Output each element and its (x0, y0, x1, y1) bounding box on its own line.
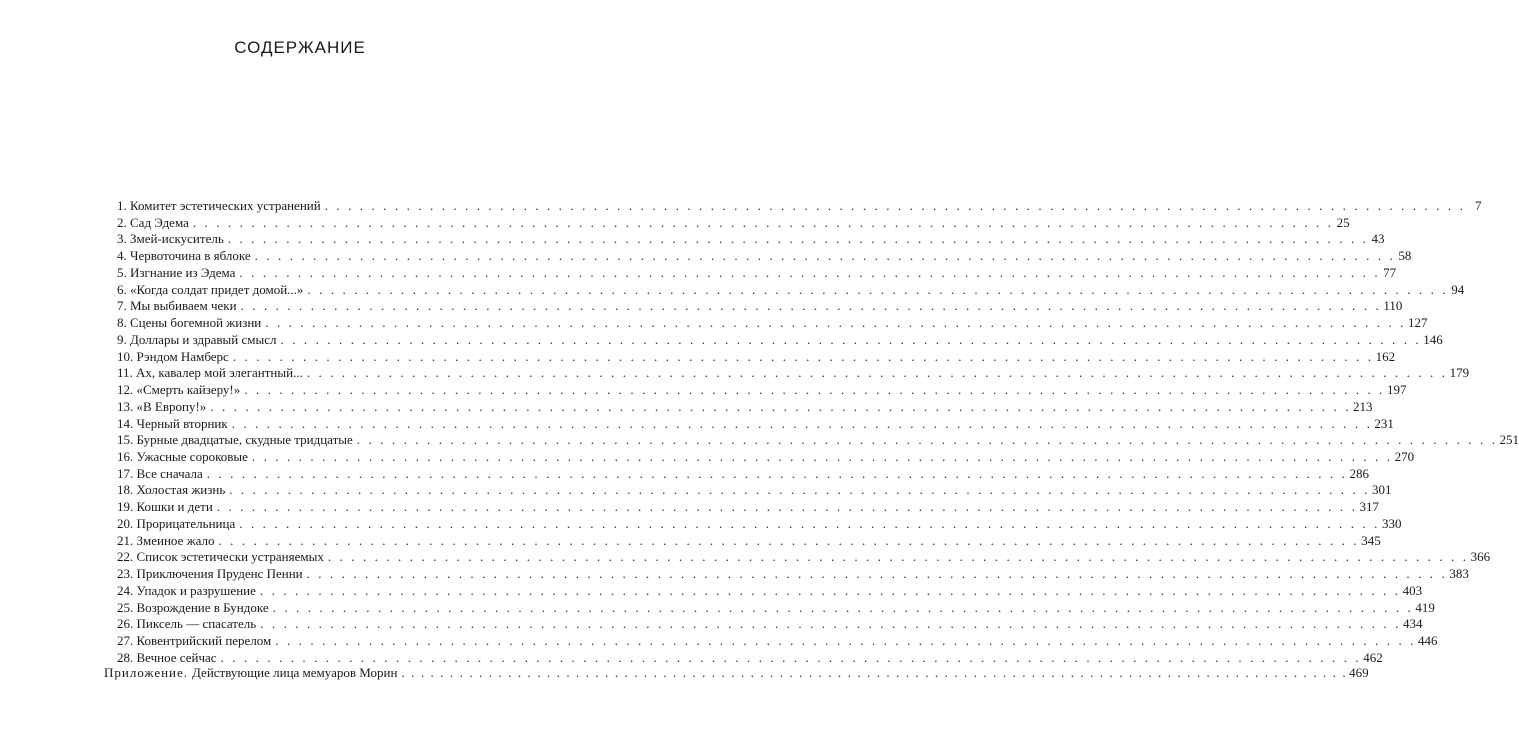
toc-entry-title: 23. Приключения Пруденс Пенни (117, 566, 303, 582)
toc-entry (117, 264, 1397, 282)
toc-page-number: 25 (1336, 214, 1350, 230)
toc-entry (117, 315, 1428, 332)
dot-leader: . . . . . . . . . . . . . . . . . . . . . . . . . . . . . . . . . . . . . . . . . . . . . . . . . . . . . . . . . . . . . . . . . . . . . . . . . . . . . . . . . . . . . . . . . . . . . . . . . . (275, 633, 1417, 649)
toc-entry-title: 11. Ах, кавалер мой элегантный... (117, 365, 303, 381)
dot-leader: . . . . . . . . . . . . . . . . . . . . . . . . . . . . . . . . . . . . . . . . . . . . . . . . . . . . . . . . . . . . . . . . . . . . . . . . . . . . . . . . . . . . . . . . . . . . . . . . . . (265, 315, 1407, 331)
table-of-contents (117, 198, 1519, 667)
dot-leader: . . . . . . . . . . . . . . . . . . . . . . . . . . . . . . . . . . . . . . . . . . . . . . . . . . . . . . . . . . . . . . . . . . . . . . . . . . . . . . . . . . . . . . . . . . . . . . . . . . (239, 515, 1380, 531)
dot-leader: . . . . . . . . . . . . . . . . . . . . . . . . . . . . . . . . . . . . . . . . . . . . . . . . . . . . . . . . . . . . . . . . . . . . . . . . . . . . . . . . . . . . . . . . . . . . . . . . . . (306, 566, 1448, 582)
toc-entry-title: 2. Сад Эдема (117, 214, 189, 230)
toc-entry-title: 20. Прорицательница (117, 515, 236, 531)
toc-entry (117, 231, 1385, 248)
toc-entry (117, 482, 1392, 499)
dot-leader: . . . . . . . . . . . . . . . . . . . . . . . . . . . . . . . . . . . . . . . . . . . . . . . . . . . . . . . . . . . . . . . . . . . . . . . . . . . . . . . . . . . . . . . . . . . . . . . . . . (251, 449, 1393, 465)
toc-page-number: 231 (1374, 415, 1394, 431)
toc-entry (117, 298, 1403, 315)
toc-entry-title: 27. Ковентрийский перелом (117, 633, 272, 649)
toc-page-number: 317 (1359, 499, 1380, 515)
toc-entry (117, 616, 1423, 633)
toc-entry-title: 15. Бурные двадцатые, скудные тридцатые (117, 432, 353, 448)
toc-entry-title: 18. Холостая жизнь (117, 482, 226, 498)
appendix-page-number: 469 (1349, 665, 1369, 680)
toc-page-number: 383 (1449, 566, 1469, 582)
toc-entry-title: 28. Вечное сейчас (117, 649, 217, 665)
toc-entry-title: 25. Возрождение в Бундоке (117, 599, 269, 615)
toc-page-number: 58 (1398, 248, 1412, 264)
toc-entry (117, 465, 1370, 483)
dot-leader: . . . . . . . . . . . . . . . . . . . . . . . . . . . . . . . . . . . . . . . . . . . . . . . . . . . . . . . . . . . . . . . . . . . . . . . . . . . . . . . . . . . . . . . . . . . . . . . . . . (216, 499, 1358, 515)
dot-leader: . . . . . . . . . . . . . . . . . . . . . . . . . . . . . . . . . . . . . . . . . . . . . . . . . . . . . . . . . . . . . . . . . . . . . . . . . . . . . . . . . . . . . . . . . . . . . . . . . . (327, 549, 1469, 565)
toc-entry-title: 19. Кошки и дети (117, 499, 213, 515)
toc-entry-title: 12. «Смерть кайзеру!» (117, 382, 241, 398)
toc-entry-title: 22. Список эстетически устраняемых (117, 549, 324, 565)
toc-entry (117, 432, 1519, 449)
toc-page-number: 77 (1383, 264, 1397, 280)
toc-entry (117, 582, 1423, 600)
toc-entry (117, 348, 1396, 366)
toc-appendix-entry (104, 664, 1369, 681)
toc-page-number: 403 (1402, 582, 1423, 598)
toc-page-number: 301 (1372, 482, 1392, 498)
toc-entry-title: 3. Змей-искуситель (117, 231, 224, 247)
toc-entry (117, 566, 1469, 583)
dot-leader: . . . . . . . . . . . . . . . . . . . . . . . . . . . . . . . . . . . . . . . . . . . . . . . . . . . . . . . . . . . . . . . . . . . . . . . . . . . . . . . . . . . . . . . . . . . . . . . . . . (206, 465, 1348, 481)
toc-entry-title: 7. Мы выбиваем чеки (117, 298, 237, 314)
dot-leader: . . . . . . . . . . . . . . . . . . . . . . . . . . . . . . . . . . . . . . . . . . . . . . . . . . . . . . . . . . . . . . . . . . . . . . . . . . . . . . . . . . . . . . . . . . . . . . . . . . (220, 649, 1362, 665)
toc-page-number: 366 (1470, 549, 1491, 565)
toc-entry (117, 365, 1470, 382)
toc-page-number: 43 (1371, 231, 1385, 247)
toc-page-number: 162 (1375, 348, 1396, 364)
toc-entry (117, 248, 1412, 265)
toc-page-number: 345 (1361, 532, 1381, 548)
dot-leader: . . . . . . . . . . . . . . . . . . . . . . . . . . . . . . . . . . . . . . . . . . . . . . . . . . . . . . . . . . . . . . . . . . . . . . . . . . . . . . . . . . . . . . . . . . . . . . . . . . (240, 298, 1382, 314)
toc-entry-title: 6. «Когда солдат придет домой...» (117, 281, 304, 297)
toc-page-number: 330 (1382, 515, 1402, 531)
dot-leader: . . . . . . . . . . . . . . . . . . . . . . . . . . . . . . . . . . . . . . . . . . . . . . . . . . . . . . . . . . . . . . . . . . . . . . . . . . . . . . . . . . . . . . . . . . . . . . . . . . (260, 616, 1401, 632)
toc-entry (117, 515, 1402, 533)
toc-entry-title: 16. Ужасные сороковые (117, 449, 248, 465)
toc-entry-title: 9. Доллары и здравый смысл (117, 331, 277, 347)
toc-entry-title: 17. Все сначала (117, 465, 203, 481)
dot-leader: . . . . . . . . . . . . . . . . . . . . . . . . . . . . . . . . . . . . . . . . . . . . . . . . . . . . . . . . . . . . . . . . . . . . . . . . . . . . . . . . . . . . . . . . . . . . . . . . . . (401, 665, 1348, 680)
toc-entry-title: 8. Сцены богемной жизни (117, 315, 262, 331)
toc-page-number: 197 (1387, 382, 1407, 398)
toc-entry-title: 10. Рэндом Намберс (117, 348, 229, 364)
toc-page-number: 94 (1451, 281, 1465, 297)
toc-page-number: 286 (1349, 465, 1370, 481)
toc-page-number: 419 (1415, 599, 1435, 615)
toc-page-number: 146 (1423, 331, 1443, 347)
toc-entry (117, 599, 1435, 617)
toc-entry (117, 281, 1465, 299)
toc-page-number: 446 (1418, 633, 1438, 649)
toc-entry-title: 26. Пиксель — спасатель (117, 616, 257, 632)
toc-page-number: 462 (1363, 649, 1383, 665)
toc-entry-title: 5. Изгнание из Эдема (117, 264, 236, 280)
toc-entry (117, 198, 1482, 215)
toc-entry (117, 331, 1443, 349)
toc-entry-title: 21. Змеиное жало (117, 532, 215, 548)
toc-entry (117, 415, 1394, 433)
dot-leader: . . . . . . . . . . . . . . . . . . . . . . . . . . . . . . . . . . . . . . . . . . . . . . . . . . . . . . . . . . . . . . . . . . . . . . . . . . . . . . . . . . . . . . . . . . . . . . . . . . (259, 582, 1401, 598)
toc-entry-title: 14. Черный вторник (117, 415, 228, 431)
toc-entry-title: 1. Комитет эстетических устранений (117, 198, 321, 213)
toc-entry (117, 449, 1415, 466)
dot-leader: . . . . . . . . . . . . . . . . . . . . . . . . . . . . . . . . . . . . . . . . . . . . . . . . . . . . . . . . . . . . . . . . . . . . . . . . . . . . . . . . . . . . . . . . . . . . . . . . . . (280, 331, 1422, 347)
appendix-prefix: Приложение. (104, 665, 189, 680)
dot-leader: . . . . . . . . . . . . . . . . . . . . . . . . . . . . . . . . . . . . . . . . . . . . . . . . . . . . . . . . . . . . . . . . . . . . . . . . . . . . . . . . . . . . . . . . . . . . . . . . . . (244, 382, 1386, 398)
dot-leader: . . . . . . . . . . . . . . . . . . . . . . . . . . . . . . . . . . . . . . . . . . . . . . . . . . . . . . . . . . . . . . . . . . . . . . . . . . . . . . . . . . . . . . . . . . . . . . . . . . (307, 281, 1449, 297)
toc-page-number: 434 (1402, 616, 1423, 632)
toc-entry (117, 398, 1373, 416)
dot-leader: . . . . . . . . . . . . . . . . . . . . . . . . . . . . . . . . . . . . . . . . . . . . . . . . . . . . . . . . . . . . . . . . . . . . . . . . . . . . . . . . . . . . . . . . . . . . . . . . . . (272, 599, 1414, 615)
toc-page-number: 270 (1394, 449, 1415, 465)
toc-page-number: 127 (1408, 315, 1428, 331)
dot-leader: . . . . . . . . . . . . . . . . . . . . . . . . . . . . . . . . . . . . . . . . . . . . . . . . . . . . . . . . . . . . . . . . . . . . . . . . . . . . . . . . . . . . . . . . . . . . . . . . . . (324, 198, 1466, 213)
dot-leader: . . . . . . . . . . . . . . . . . . . . . . . . . . . . . . . . . . . . . . . . . . . . . . . . . . . . . . . . . . . . . . . . . . . . . . . . . . . . . . . . . . . . . . . . . . . . . . . . . . (254, 248, 1396, 264)
dot-leader: . . . . . . . . . . . . . . . . . . . . . . . . . . . . . . . . . . . . . . . . . . . . . . . . . . . . . . . . . . . . . . . . . . . . . . . . . . . . . . . . . . . . . . . . . . . . . . . . . . (227, 231, 1369, 247)
dot-leader: . . . . . . . . . . . . . . . . . . . . . . . . . . . . . . . . . . . . . . . . . . . . . . . . . . . . . . . . . . . . . . . . . . . . . . . . . . . . . . . . . . . . . . . . . . . . . . . . . . (232, 348, 1374, 364)
toc-entry-title: 4. Червоточина в яблоке (117, 248, 251, 264)
dot-leader: . . . . . . . . . . . . . . . . . . . . . . . . . . . . . . . . . . . . . . . . . . . . . . . . . . . . . . . . . . . . . . . . . . . . . . . . . . . . . . . . . . . . . . . . . . . . . . . . . . (239, 264, 1381, 280)
toc-entry (117, 633, 1438, 650)
toc-page-number: 213 (1353, 398, 1373, 414)
toc-page-number: 251 (1499, 432, 1519, 448)
dot-leader: . . . . . . . . . . . . . . . . . . . . . . . . . . . . . . . . . . . . . . . . . . . . . . . . . . . . . . . . . . . . . . . . . . . . . . . . . . . . . . . . . . . . . . . . . . . . . . . . . . (356, 432, 1498, 448)
toc-entry (117, 549, 1491, 566)
appendix-label: Действующие лица мемуаров Морин (192, 665, 398, 680)
toc-entry-title: 13. «В Европу!» (117, 398, 207, 414)
toc-entry (117, 532, 1381, 550)
dot-leader: . . . . . . . . . . . . . . . . . . . . . . . . . . . . . . . . . . . . . . . . . . . . . . . . . . . . . . . . . . . . . . . . . . . . . . . . . . . . . . . . . . . . . . . . . . . . . . . . . . (229, 482, 1371, 498)
dot-leader: . . . . . . . . . . . . . . . . . . . . . . . . . . . . . . . . . . . . . . . . . . . . . . . . . . . . . . . . . . . . . . . . . . . . . . . . . . . . . . . . . . . . . . . . . . . . . . . . . . (231, 415, 1373, 431)
page-title: СОДЕРЖАНИЕ (234, 38, 366, 57)
dot-leader: . . . . . . . . . . . . . . . . . . . . . . . . . . . . . . . . . . . . . . . . . . . . . . . . . . . . . . . . . . . . . . . . . . . . . . . . . . . . . . . . . . . . . . . . . . . . . . . . . . (210, 398, 1352, 414)
toc-page-number: 7 (1474, 198, 1482, 213)
toc-page-number: 110 (1383, 298, 1403, 314)
toc-entry (117, 499, 1380, 516)
dot-leader: . . . . . . . . . . . . . . . . . . . . . . . . . . . . . . . . . . . . . . . . . . . . . . . . . . . . . . . . . . . . . . . . . . . . . . . . . . . . . . . . . . . . . . . . . . . . . . . . . . (306, 365, 1448, 381)
toc-entry (117, 382, 1407, 399)
toc-entry-title: 24. Упадок и разрушение (117, 582, 256, 598)
dot-leader: . . . . . . . . . . . . . . . . . . . . . . . . . . . . . . . . . . . . . . . . . . . . . . . . . . . . . . . . . . . . . . . . . . . . . . . . . . . . . . . . . . . . . . . . . . . . . . . . . . (192, 214, 1334, 230)
toc-entry (117, 214, 1350, 232)
toc-page-number: 179 (1449, 365, 1470, 381)
dot-leader: . . . . . . . . . . . . . . . . . . . . . . . . . . . . . . . . . . . . . . . . . . . . . . . . . . . . . . . . . . . . . . . . . . . . . . . . . . . . . . . . . . . . . . . . . . . . . . . . . . (218, 532, 1360, 548)
